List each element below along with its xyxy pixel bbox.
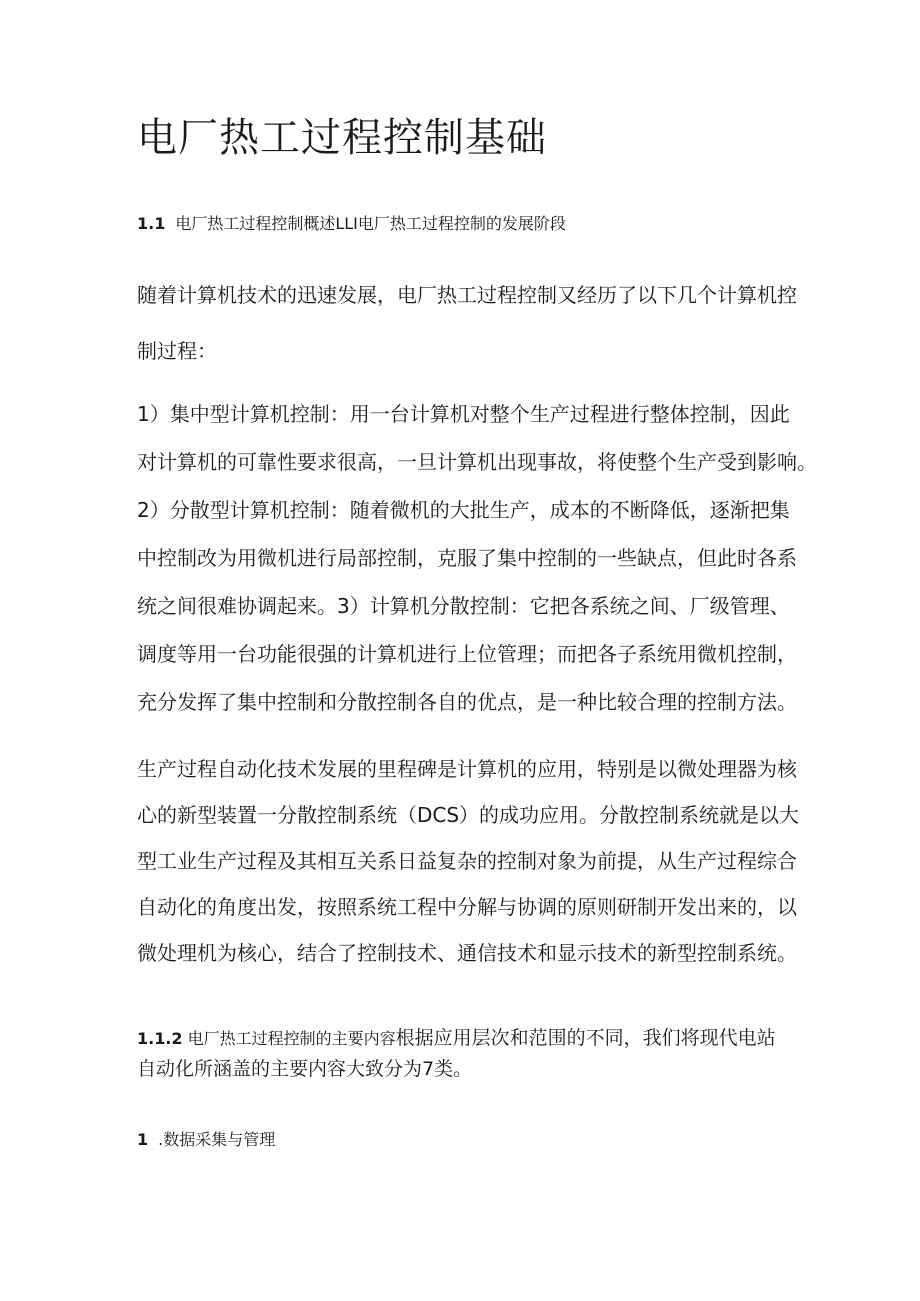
paragraph-line: 自动化的角度出发，按照系统工程中分解与协调的原则研制开发出来的，以 [137,895,797,919]
list-item [137,1126,275,1154]
subsection-title: 电厂热工过程控制的主要内容 [187,1029,396,1048]
paragraph-line: 制过程： [137,339,217,363]
paragraph-line [137,1023,803,1054]
paragraph-line: 对计算机的可靠性要求很高，一旦计算机出现事故，将使整个生产受到影响。 [137,450,817,474]
subsection-number: 1.1.2 [137,1029,183,1048]
paragraph-line: 随着计算机技术的迅速发展，电厂热工过程控制又经历了以下几个计算机控 [137,283,797,307]
paragraph-line: 充分发挥了集中控制和分散控制各自的优点，是一种比较合理的控制方法。 [137,690,797,714]
paragraph-line: 型工业生产过程及其相互关系日益复杂的控制对象为前提，从生产过程综合 [137,849,797,873]
paragraph-line: 自动化所涵盖的主要内容大致分为7类。 [137,1058,473,1080]
paragraph-line: 调度等用一台功能很强的计算机进行上位管理；而把各子系统用微机控制， [137,642,797,666]
paragraph-line: 心的新型装置一分散控制系统（DCS）的成功应用。分散控制系统就是以大 [137,803,800,827]
list-item-number: 1 [137,1130,149,1149]
list-item-text: .数据采集与管理 [158,1130,276,1149]
paragraph-line: 生产过程自动化技术发展的里程碑是计算机的应用，特别是以微处理器为核 [137,757,797,781]
paragraph-line: 2）分散型计算机控制：随着微机的大批生产，成本的不断降低，逐渐把集 [137,498,790,522]
paragraph-dcs [137,746,803,976]
section-number: 1.1 [137,214,166,233]
paragraph-main-content [137,1023,803,1084]
paragraph-intro [137,267,803,379]
section-heading-text: 电厂热工过程控制概述LLI电厂热工过程控制的发展阶段 [175,214,566,233]
section-heading [137,210,566,238]
paragraph-control-types [137,390,817,726]
subsection-lead [137,1029,396,1048]
paragraph-line: 统之间很难协调起来。3）计算机分散控制：它把各系统之间、厂级管理、 [137,594,790,618]
document-title: 电厂热工过程控制基础 [137,115,547,161]
paragraph-line: 中控制改为用微机进行局部控制，克服了集中控制的一些缺点，但此时各系 [137,546,797,570]
paragraph-line: 1）集中型计算机控制：用一台计算机对整个生产过程进行整体控制，因此 [137,402,790,426]
paragraph-line: 微处理机为核心，结合了控制技术、通信技术和显示技术的新型控制系统。 [137,941,797,965]
paragraph-text: 根据应用层次和范围的不同，我们将现代电站 [395,1027,776,1049]
